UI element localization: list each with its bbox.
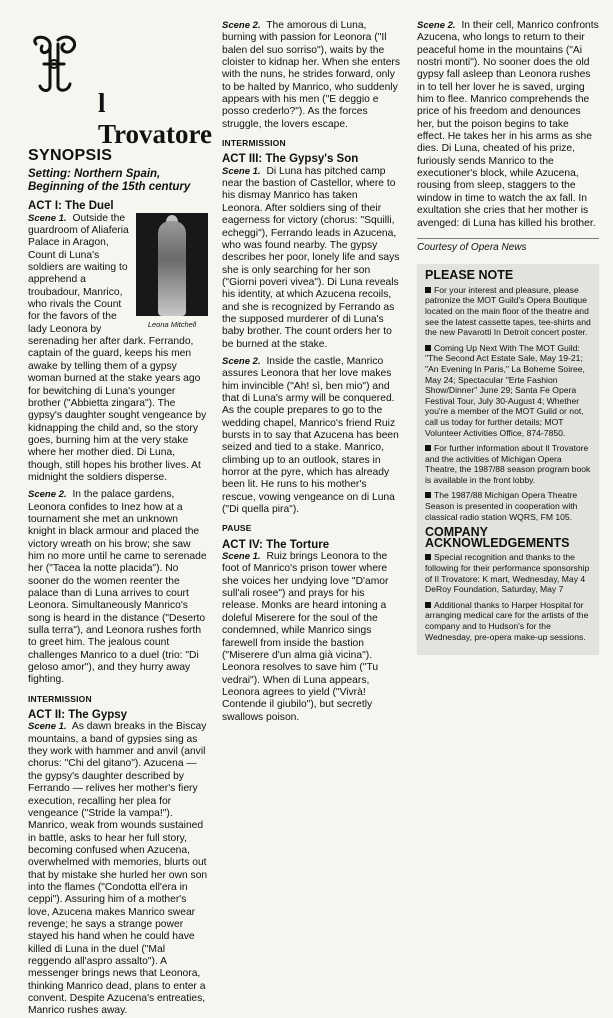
scene-label: Scene 1. (222, 165, 261, 177)
ack-item: Additional thanks to Harper Hospital for arranging medical care for the artists of the company and to Hudson's for the Wednesday, pre-opera make-up sessions. (425, 599, 589, 642)
scene-label: Scene 1. (222, 551, 261, 563)
column-2 (222, 20, 400, 729)
ack-item: Special recognition and thanks to the following for their performance sponsorship of Il Trovatore: K mart, Wednesday, May 4 DeRoy Foundation, Saturday, May 7 (425, 552, 590, 595)
scene-label: Scene 2. (222, 355, 261, 367)
please-note-box (417, 264, 599, 655)
act4-scene1-start (222, 551, 400, 724)
act2-scene2 (222, 20, 400, 131)
scene-text: Inside the castle, Manrico assures Leonora that her love makes him invincible ("Ah! sì, ben mio") and that di Luna's army will be conquered. As the couple prepares to go to the wedding chapel, Manrico's friend Ruiz bursts in to say that Azucena has been seized and tied to a stake. Manrico, climbing up to an outlook, stares in horror at the pyre, which has already been lit. He runs to his mother's rescue, vowing vengeance on di Luna ("Di quella pira"). (222, 355, 399, 516)
act3-scene2 (222, 356, 400, 516)
scene-text: In their cell, Manrico confronts Azucena, who longs to return to their peaceful home in the mountains ("Ai nostri monti"). No sooner does the old gypsy fall asleep than Leonora rushes in to tell her lover he is saved, urging him to flee. Manrico comprehends the price of his freedom and denounces her, but the poison begins to take effect. He takes her in his arms as she dies. Di Luna, cheated of his prize, furiously sends Manrico to the executioner's block, while Azucena, rousing from sleep, staggers to the window in time to watch the ax fall. In exultation she cries that her mother is avenged: di Luna has killed his brother. (417, 20, 599, 229)
column-1 (28, 147, 208, 1017)
act2-heading: ACT II: The Gypsy (28, 709, 128, 722)
act4-scene2 (417, 20, 599, 230)
scene-text: Di Luna has pitched camp near the bastion of Castellor, where to his dismay Manrico has taken Leonora. After soldiers sing of their eagerness for victory (chorus: "Squilli, echeggi"), Ferrando leads in Azucena, who was found nearby. The gypsy describes her poor, lonely life and says she is only searching for her son ("Giorni poveri vivea"). Di Luna reveals his identity, at which Azucena recoils, and she is recognized by Ferrando as the supposed murderer of di Luna's baby brother. The count orders her to be burned at the stake. (222, 165, 400, 350)
note-item: The 1987/88 Michigan Opera Theatre Season is presented in cooperation with classical radio station WQRS, FM 105. (425, 490, 578, 522)
intermission-label: INTERMISSION (28, 693, 92, 704)
note-item: For your interest and pleasure, please patronize the MOT Guild's Opera Boutique located on the main floor of the theatre and see the latest cassette tapes, tee-shirts and the new Pavarotti In Detroit concert poster. (425, 284, 591, 338)
singer-image (136, 213, 208, 316)
please-note-heading: PLEASE NOTE (425, 268, 514, 283)
intermission-label-2: INTERMISSION (222, 138, 286, 149)
page-edge (586, 0, 587, 793)
bullet-icon (425, 602, 431, 608)
act1-scene2 (28, 489, 208, 687)
setting-text: Setting: Northern Spain, Beginning of the 15th century (28, 168, 191, 194)
courtesy-credit: Courtesy of Opera News (417, 238, 599, 254)
opera-logo (28, 34, 218, 149)
bullet-icon (425, 445, 431, 451)
note-item: For further information about Il Trovatore and the activities of Michigan Opera Theatre, the 1987/88 season program book is available in the front lobby. (425, 443, 591, 485)
acknowledgements-heading: COMPANY ACKNOWLEDGEMENTS (425, 525, 570, 550)
act1-scene1 (28, 213, 208, 485)
ornamental-initial-icon (28, 34, 88, 94)
pause-label: PAUSE (222, 523, 252, 534)
scene-label: Scene 1. (28, 721, 67, 733)
singer-photo (136, 213, 208, 331)
page-title: l Trovatore (98, 88, 212, 149)
photo-caption: Leona Mitchell (147, 319, 197, 329)
act3-heading: ACT III: The Gypsy's Son (222, 153, 359, 166)
scene-label: Scene 2. (222, 20, 261, 31)
scene-label: Scene 2. (417, 20, 456, 31)
note-item: Coming Up Next With The MOT Guild: "The Second Act Estate Sale, May 19-21; "An Evening In Paris," La Boheme Soiree, May 24; Spectacular "Erte Fashion Show/Dinner" June 29; Santa Fe Opera Festival Tour, July 30-August 4; Whether you're a member of the MOT Guild or not, call us today for further details; MOT Volunteer Activities Office, 874-7850. (425, 342, 585, 438)
scene-text: As dawn breaks in the Biscay mountains, a band of gypsies sing as they work with hammer and anvil (anvil chorus: "Chi del gitano"). Azucena — the gypsy's daughter described by Ferrando — relives her mother's fiery execution, recalling her plea for vengeance ("Stride la vampa!"). Manrico, weak from wounds sustained in battle, asks to hear her full story, becoming confused when Azucena, overwhelmed with memories, blurts out that by mistake she hurled her own son into the flames ("Condotta ell'era in ceppi"). Assuring him of a mother's love, Azucena makes Manrico swear revenge; he says a strange power stayed his hand when he could have killed di Luna in the duel ("Mal reggendo all'aspro assalto"). A messenger brings news that Leonora, thinking Manrico dead, plans to enter a convent. Despite Azucena's entreaties, Manrico rushes away. (28, 721, 208, 1017)
column-3 (417, 20, 599, 655)
act2-scene1 (28, 721, 208, 1017)
scene-text: In the palace gardens, Leonora confides to Inez how at a tournament she met an unknown knight in black armour and placed the victory wreath on his brow; she saw him no more until he came to serenade her ("Tacea la notte placida"). No sooner do the women reenter the palace than di Luna arrives to court Leonora. Simultaneously Manrico's song is heard in the distance ("Deserto sulla terra"), and Leonora rushes forth to greet him. The jealous count challenges Manrico to a duel (trio: "Di geloso amor"), and they hurry away fighting. (28, 489, 207, 686)
bullet-icon (425, 345, 431, 351)
bullet-icon (425, 287, 431, 293)
synopsis-heading: SYNOPSIS (28, 147, 113, 164)
bullet-icon (425, 492, 431, 498)
act3-scene1 (222, 166, 400, 351)
scene-label: Scene 2. (28, 489, 67, 501)
bullet-icon (425, 554, 431, 560)
scene-text: Outside the guardroom of Aliaferia Palace in Aragon, Count di Luna's soldiers are waiting to apprehend a troubadour, Manrico, who rivals the Count for the favors of the lady Leonora by serenading her after dark. Ferrando, captain of the guard, keeps his men awake by telling them of a gypsy woman burned at the stake years ago for bewitching di Luna's younger brother ("Abbietta zingara"). The gypsy's daughter sought vengeance by kidnapping the child and, so the story goes, burning him at the very stake where her mother died. Di Luna, though, still hopes his brother lives. At midnight the soldiers disperse. (28, 212, 207, 483)
act4-heading: ACT IV: The Torture (222, 538, 330, 551)
scene-label: Scene 1. (28, 212, 67, 224)
scene-text: The amorous di Luna, burning with passion for Leonora ("Il balen del suo sorriso"), waits by the cloister to kidnap her. When she enters with the nuns, he strides forward, only to be halted by Manrico, who suddenly appears with his men ("E deggio e posso crederlo?"). As the forces struggle, the lovers escape. (222, 20, 401, 130)
scene-text: Ruiz brings Leonora to the foot of Manrico's prison tower where she voices her undying love "D'amor sull'ali rosee") and prays for his release. Monks are heard intoning a doleful Miserere for the soul of the condemned, while Manrico sings farewell from inside the bastion ("Miserere d'un alma già vicina"). Leonora resolves to save him ("Tu vedrai"). When di Luna appears, Leonora agrees to yield ("Vivrà! Contende il giubilo"), but secretly swallows poison. (222, 551, 389, 723)
act1-heading: ACT I: The Duel (28, 200, 114, 213)
